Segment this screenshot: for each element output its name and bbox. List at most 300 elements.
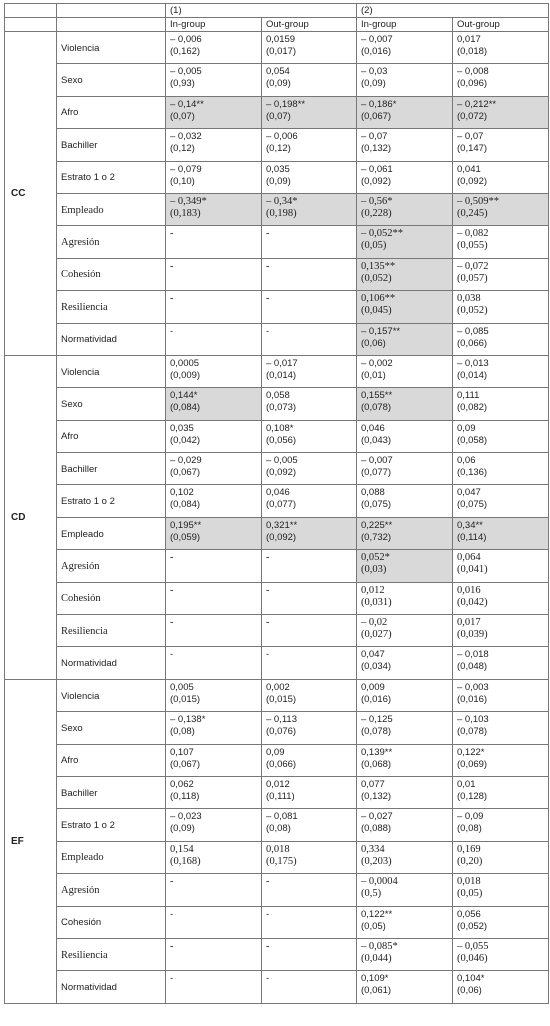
value-cell (453, 679, 549, 711)
coefficient: - (170, 940, 174, 952)
standard-error: (0,12) (170, 143, 195, 155)
value-cell (357, 388, 453, 420)
standard-error: (0,014) (266, 369, 297, 381)
standard-error: (0,183) (170, 207, 201, 219)
value-cell (166, 420, 262, 452)
coefficient: – 0,079 (170, 163, 202, 175)
value-cell (166, 906, 262, 938)
coefficient: - (170, 649, 174, 661)
value-cell (357, 291, 453, 323)
header-row-models (5, 4, 549, 18)
col-header-m1-out: Out-group (262, 18, 357, 32)
coefficient: - (266, 876, 270, 888)
value-cell (453, 291, 549, 323)
coefficient: 0,047 (361, 649, 385, 661)
table-row (5, 776, 549, 808)
value-cell (262, 906, 357, 938)
table-row (5, 291, 549, 323)
coefficient: – 0,09 (457, 811, 484, 823)
standard-error: (0,114) (457, 531, 487, 543)
value-cell (166, 874, 262, 906)
standard-error: (0,20) (457, 855, 483, 867)
standard-error: (0,057) (457, 272, 488, 284)
value-cell (262, 161, 357, 193)
variable-label: Resiliencia (57, 291, 166, 323)
coefficient: 0,195** (170, 519, 202, 531)
coefficient: – 0,02 (361, 617, 388, 629)
variable-label: Violencia (57, 355, 166, 387)
coefficient: 0,088 (361, 487, 385, 499)
coefficient: 0,046 (266, 487, 290, 499)
coefficient: 0,06 (457, 455, 476, 467)
table-row (5, 906, 549, 938)
variable-label: Empleado (57, 193, 166, 225)
table-row (5, 161, 549, 193)
header-empty-cell (5, 4, 57, 18)
value-cell (262, 64, 357, 96)
table-row (5, 453, 549, 485)
value-cell (166, 96, 262, 128)
coefficient: - (266, 293, 270, 305)
coefficient: – 0,103 (457, 714, 489, 726)
coefficient: - (170, 876, 174, 888)
table-row (5, 517, 549, 549)
standard-error: (0,05) (361, 240, 387, 252)
standard-error: (0,059) (170, 531, 201, 543)
value-cell (453, 647, 549, 679)
value-cell (166, 453, 262, 485)
value-cell (166, 226, 262, 258)
value-cell (453, 96, 549, 128)
coefficient: 0,046 (361, 422, 385, 434)
value-cell (453, 453, 549, 485)
coefficient: – 0,07 (361, 131, 388, 143)
value-cell (262, 712, 357, 744)
standard-error: (0,128) (457, 790, 488, 802)
table-row (5, 355, 549, 387)
value-cell (453, 582, 549, 614)
value-cell (262, 291, 357, 323)
coefficient: – 0,138* (170, 714, 206, 726)
standard-error: (0,067) (170, 758, 201, 770)
value-cell (357, 485, 453, 517)
coefficient: 0,018 (457, 876, 481, 888)
standard-error: (0,041) (457, 564, 488, 576)
value-cell (166, 938, 262, 970)
value-cell (262, 615, 357, 647)
standard-error: (0,075) (361, 499, 392, 511)
coefficient: - (170, 552, 174, 564)
variable-label: Afro (57, 96, 166, 128)
coefficient: 0,122* (457, 746, 485, 758)
standard-error: (0,12) (266, 143, 291, 155)
value-cell (262, 938, 357, 970)
model-2-header: (2) (357, 4, 549, 18)
standard-error: (0,092) (266, 467, 297, 479)
coefficient: 0,321** (266, 519, 298, 531)
value-cell (166, 323, 262, 355)
regression-table-container (4, 3, 549, 1004)
coefficient: – 0,186* (361, 98, 397, 110)
standard-error: (0,077) (361, 467, 392, 479)
standard-error: (0,228) (361, 207, 392, 219)
value-cell (166, 388, 262, 420)
coefficient: 0,104* (457, 973, 485, 985)
header-empty-cell (57, 18, 166, 32)
coefficient: – 0,03 (361, 66, 388, 78)
value-cell (453, 355, 549, 387)
standard-error: (0,092) (457, 175, 488, 187)
value-cell (262, 550, 357, 582)
table-row (5, 647, 549, 679)
coefficient: 0,09 (457, 422, 476, 434)
model-1-header: (1) (166, 4, 357, 18)
standard-error: (0,198) (266, 207, 297, 219)
variable-label: Resiliencia (57, 938, 166, 970)
coefficient: – 0,027 (361, 811, 393, 823)
standard-error: (0,016) (457, 693, 488, 705)
coefficient: – 0,212** (457, 98, 497, 110)
variable-label: Agresión (57, 550, 166, 582)
standard-error: (0,046) (457, 952, 488, 964)
standard-error: (0,084) (170, 499, 201, 511)
coefficient: – 0,006 (266, 131, 298, 143)
value-cell (453, 64, 549, 96)
coefficient: - (170, 617, 174, 629)
standard-error: (0,015) (266, 693, 297, 705)
coefficient: 0,111 (457, 390, 480, 402)
variable-label: Normatividad (57, 647, 166, 679)
value-cell (166, 647, 262, 679)
value-cell (357, 355, 453, 387)
coefficient: 0,0159 (266, 34, 296, 45)
standard-error: (0,07) (266, 110, 291, 122)
value-cell (453, 938, 549, 970)
standard-error: (0,732) (361, 531, 392, 543)
value-cell (262, 582, 357, 614)
coefficient: 0,041 (457, 163, 481, 175)
value-cell (262, 485, 357, 517)
regression-table (4, 3, 549, 1004)
value-cell (357, 32, 453, 64)
coefficient: 0,054 (266, 66, 290, 78)
value-cell (357, 226, 453, 258)
group-label: CD (5, 355, 57, 679)
variable-label: Normatividad (57, 971, 166, 1003)
value-cell (262, 226, 357, 258)
standard-error: (0,044) (361, 952, 392, 964)
standard-error: (0,058) (457, 434, 488, 446)
value-cell (357, 64, 453, 96)
standard-error: (0,088) (361, 823, 392, 835)
coefficient: 0,09 (266, 746, 285, 758)
value-cell (262, 32, 357, 64)
value-cell (453, 809, 549, 841)
coefficient: - (266, 908, 270, 920)
coefficient: 0,064 (457, 552, 481, 564)
coefficient: 0,002 (266, 681, 290, 693)
standard-error: (0,045) (361, 305, 392, 317)
value-cell (453, 32, 549, 64)
coefficient: - (170, 325, 174, 337)
standard-error: (0,043) (361, 434, 392, 446)
value-cell (453, 971, 549, 1003)
value-cell (166, 712, 262, 744)
coefficient: – 0,007 (361, 455, 393, 467)
standard-error: (0,93) (170, 78, 195, 90)
table-row (5, 874, 549, 906)
coefficient: 0,106** (361, 293, 396, 305)
standard-error: (0,132) (361, 790, 392, 802)
value-cell (166, 258, 262, 290)
table-row (5, 226, 549, 258)
value-cell (357, 96, 453, 128)
standard-error: (0,09) (266, 78, 291, 90)
variable-label: Cohesión (57, 258, 166, 290)
coefficient: – 0,34* (266, 195, 298, 207)
coefficient: – 0,14** (170, 98, 204, 110)
standard-error: (0,09) (170, 823, 195, 835)
standard-error: (0,245) (457, 207, 488, 219)
table-row (5, 258, 549, 290)
coefficient: – 0,005 (170, 66, 202, 78)
coefficient: – 0,113 (266, 714, 297, 726)
value-cell (453, 226, 549, 258)
standard-error: (0,072) (457, 110, 488, 122)
value-cell (357, 550, 453, 582)
standard-error: (0,07) (170, 110, 195, 122)
value-cell (166, 355, 262, 387)
value-cell (262, 809, 357, 841)
coefficient: - (266, 617, 270, 629)
standard-error: (0,048) (457, 661, 488, 673)
coefficient: – 0,082 (457, 228, 489, 240)
value-cell (357, 323, 453, 355)
coefficient: - (170, 584, 174, 596)
standard-error: (0,075) (457, 499, 488, 511)
standard-error: (0,147) (457, 143, 488, 155)
coefficient: 0,035 (266, 163, 290, 175)
table-row (5, 971, 549, 1003)
coefficient: 0,077 (361, 778, 385, 790)
coefficient: 0,102 (170, 487, 194, 499)
value-cell (453, 517, 549, 549)
value-cell (357, 776, 453, 808)
coefficient: – 0,032 (170, 131, 202, 143)
coefficient: – 0,198** (266, 98, 306, 110)
value-cell (357, 841, 453, 873)
variable-label: Afro (57, 420, 166, 452)
standard-error: (0,118) (170, 790, 200, 802)
table-row (5, 96, 549, 128)
standard-error: (0,111) (266, 790, 295, 802)
coefficient: – 0,085 (457, 325, 489, 337)
variable-label: Bachiller (57, 453, 166, 485)
value-cell (262, 355, 357, 387)
value-cell (166, 129, 262, 161)
coefficient: - (266, 940, 270, 952)
standard-error: (0,06) (457, 985, 482, 997)
standard-error: (0,052) (457, 305, 488, 317)
coefficient: 0,016 (457, 584, 481, 596)
value-cell (357, 193, 453, 225)
value-cell (166, 32, 262, 64)
table-body (5, 4, 549, 1004)
coefficient: – 0,085* (361, 940, 398, 952)
standard-error: (0,014) (457, 369, 488, 381)
coefficient: - (266, 325, 270, 337)
variable-label: Afro (57, 744, 166, 776)
table-row (5, 129, 549, 161)
header-empty-cell (5, 18, 57, 32)
standard-error: (0,09) (361, 78, 386, 90)
value-cell (166, 64, 262, 96)
standard-error: (0,09) (266, 175, 291, 187)
group-label: CC (5, 32, 57, 356)
value-cell (357, 582, 453, 614)
table-row (5, 582, 549, 614)
variable-label: Empleado (57, 841, 166, 873)
coefficient: – 0,023 (170, 811, 202, 823)
value-cell (262, 744, 357, 776)
value-cell (166, 517, 262, 549)
col-header-m2-out: Out-group (453, 18, 549, 32)
col-header-m2-in: In-group (357, 18, 453, 32)
coefficient: 0,139** (361, 746, 393, 758)
standard-error: (0,017) (266, 46, 297, 57)
standard-error: (0,084) (170, 402, 201, 414)
value-cell (453, 615, 549, 647)
value-cell (166, 550, 262, 582)
value-cell (357, 161, 453, 193)
coefficient: - (266, 649, 270, 661)
coefficient: 0,038 (457, 293, 481, 305)
standard-error: (0,039) (457, 629, 488, 641)
standard-error: (0,015) (170, 693, 201, 705)
col-header-m1-in: In-group (166, 18, 262, 32)
standard-error: (0,162) (170, 46, 201, 57)
standard-error: (0,10) (170, 175, 195, 187)
coefficient: - (170, 228, 174, 240)
coefficient: 0,108* (266, 422, 294, 434)
standard-error: (0,068) (361, 758, 392, 770)
table-row (5, 712, 549, 744)
value-cell (453, 323, 549, 355)
coefficient: 0,109* (361, 973, 389, 985)
value-cell (453, 388, 549, 420)
value-cell (166, 485, 262, 517)
coefficient: 0,058 (266, 390, 290, 402)
coefficient: 0,169 (457, 843, 481, 855)
coefficient: – 0,003 (457, 681, 489, 693)
variable-label: Cohesión (57, 906, 166, 938)
value-cell (262, 874, 357, 906)
coefficient: – 0,081 (266, 811, 298, 823)
value-cell (453, 906, 549, 938)
coefficient: 0,062 (170, 778, 194, 790)
standard-error: (0,016) (361, 46, 392, 57)
value-cell (357, 129, 453, 161)
value-cell (262, 388, 357, 420)
standard-error: (0,203) (361, 855, 392, 867)
value-cell (357, 971, 453, 1003)
variable-label: Normatividad (57, 323, 166, 355)
variable-label: Bachiller (57, 129, 166, 161)
coefficient: 0,01 (457, 778, 476, 790)
value-cell (166, 744, 262, 776)
standard-error: (0,055) (457, 240, 488, 252)
value-cell (262, 453, 357, 485)
value-cell (166, 291, 262, 323)
variable-label: Estrato 1 o 2 (57, 809, 166, 841)
table-row (5, 323, 549, 355)
standard-error: (0,01) (361, 369, 386, 381)
coefficient: - (266, 584, 270, 596)
value-cell (262, 776, 357, 808)
standard-error: (0,042) (170, 434, 201, 446)
coefficient: 0,154 (170, 843, 194, 855)
coefficient: 0,135** (361, 260, 396, 272)
value-cell (357, 906, 453, 938)
coefficient: – 0,008 (457, 66, 489, 78)
value-cell (453, 550, 549, 582)
coefficient: 0,34** (457, 519, 483, 531)
standard-error: (0,132) (361, 143, 392, 155)
standard-error: (0,03) (361, 564, 387, 576)
coefficient: 0,047 (457, 487, 481, 499)
coefficient: - (266, 228, 270, 240)
table-row (5, 193, 549, 225)
table-row (5, 420, 549, 452)
value-cell (357, 938, 453, 970)
standard-error: (0,052) (361, 272, 392, 284)
table-row (5, 938, 549, 970)
coefficient: 0,035 (170, 422, 194, 434)
value-cell (166, 809, 262, 841)
value-cell (453, 485, 549, 517)
standard-error: (0,067) (361, 110, 392, 122)
standard-error: (0,08) (170, 726, 195, 738)
coefficient: – 0,07 (457, 131, 484, 143)
coefficient: 0,009 (361, 681, 385, 693)
coefficient: – 0,349* (170, 195, 207, 207)
standard-error: (0,031) (361, 596, 392, 608)
coefficient: 0,012 (361, 584, 385, 596)
coefficient: 0,017 (457, 617, 481, 629)
value-cell (262, 193, 357, 225)
value-cell (357, 647, 453, 679)
value-cell (357, 679, 453, 711)
value-cell (166, 582, 262, 614)
coefficient: – 0,006 (170, 34, 202, 45)
value-cell (357, 712, 453, 744)
variable-label: Violencia (57, 32, 166, 64)
value-cell (166, 615, 262, 647)
standard-error: (0,078) (361, 726, 392, 738)
table-row (5, 388, 549, 420)
value-cell (453, 841, 549, 873)
value-cell (166, 161, 262, 193)
coefficient: 0,017 (457, 34, 481, 45)
value-cell (357, 615, 453, 647)
table-row (5, 744, 549, 776)
coefficient: – 0,0004 (361, 876, 398, 888)
coefficient: – 0,005 (266, 455, 298, 467)
table-row (5, 809, 549, 841)
value-cell (166, 841, 262, 873)
variable-label: Resiliencia (57, 615, 166, 647)
standard-error: (0,082) (457, 402, 488, 414)
